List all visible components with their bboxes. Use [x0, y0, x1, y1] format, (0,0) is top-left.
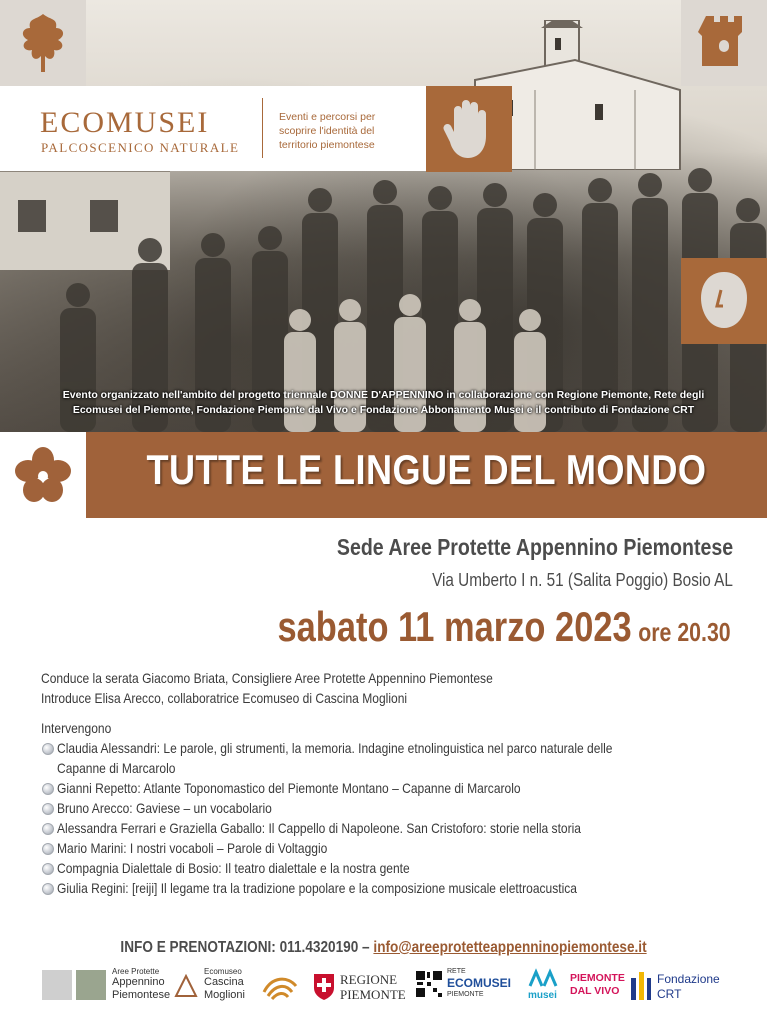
corner-tile-right	[681, 0, 767, 86]
hand-tile	[426, 86, 512, 172]
intro-line: Introduce Elisa Arecco, collaboratrice Ecomuseo di Cascina Moglioni	[41, 690, 408, 706]
logo-abbonamento-musei: musei	[526, 966, 562, 1006]
header-photo	[0, 0, 767, 432]
project-caption: Evento organizzato nell'ambito del progetto triennale DONNE D'APPENNINO in collaborazione con Regione Piemonte, Rete degli Ecomusei del Piemonte, Fondazione Piemonte dal Vivo e Fondazione Abbonamento Musei e il contributo di Fondazione CRT	[62, 389, 705, 416]
regione-shield-icon	[312, 972, 336, 1000]
speakers-label: Intervengono	[41, 720, 112, 736]
info-email-link[interactable]: info@areeprotetteappenninopiemontese.it	[373, 939, 647, 956]
qr-code-icon	[415, 970, 443, 998]
event-time: ore 20.30	[638, 617, 731, 647]
info-separator: –	[362, 939, 370, 956]
info-label: INFO E PRENOTAZIONI:	[120, 939, 276, 956]
event-date	[278, 603, 731, 651]
logo-rete-ecomusei: RETE ECOMUSEI PIEMONTE	[415, 966, 515, 1006]
speaker-item: Gianni Repetto: Atlante Toponomastico del Piemonte Montano – Capanne di Marcarolo	[41, 778, 741, 798]
logo-piemonte-dal-vivo: PIEMONTE DAL VIVO	[570, 972, 625, 997]
crt-bars-icon	[630, 972, 652, 1000]
speaker-item: Claudia Alessandri: Le parole, gli strumenti, la memoria. Indagine etnolinguistica nel parco naturale delle Capanne di Marcarolo	[41, 738, 741, 778]
cascina-emblem-icon	[174, 974, 198, 998]
logo-sub: PALCOSCENICO NATURALE	[41, 140, 240, 155]
tower-icon	[681, 0, 767, 86]
swirl-logo-icon	[258, 966, 302, 1006]
logo-tagline: Eventi e percorsi per scoprire l'identità del territorio piemontese	[279, 111, 376, 151]
logo-divider	[262, 98, 263, 158]
aree-protette-photo	[76, 970, 106, 1000]
program-text	[41, 668, 741, 898]
info-phone[interactable]: 011.4320190	[279, 939, 359, 956]
speaker-item: Giulia Regini: [reiji] Il legame tra la tradizione popolare e la composizione musicale elettroacustica	[41, 878, 741, 898]
logo-main: ECOMUSEI	[40, 106, 210, 139]
hand-icon	[426, 86, 512, 172]
oak-leaf-icon	[0, 0, 86, 86]
logo-fondazione-crt: Fondazione CRT	[630, 966, 730, 1006]
speaker-item: Mario Marini: I nostri vocaboli – Parole di Voltaggio	[41, 838, 741, 858]
event-title: TUTTE LE LINGUE DEL MONDO	[146, 446, 707, 493]
venue-name: Sede Aree Protette Appennino Piemontese	[336, 534, 733, 560]
face-icon	[681, 258, 767, 344]
face-tile	[681, 258, 767, 344]
speaker-item: Bruno Arecco: Gaviese – un vocabolario	[41, 798, 741, 818]
host-line: Conduce la serata Giacomo Briata, Consigliere Aree Protette Appennino Piemontese	[41, 670, 493, 686]
flower-icon	[14, 446, 72, 504]
sponsor-logos	[40, 966, 740, 1006]
logo-regione-piemonte: REGIONE PIEMONTE	[312, 966, 404, 1006]
speaker-item: Compagnia Dialettale di Bosio: Il teatro dialettale e la nostra gente	[41, 858, 741, 878]
corner-tile-left	[0, 0, 86, 86]
logo-cascina-moglioni: Ecomuseo Cascina Moglioni	[172, 966, 247, 1006]
info-line	[0, 939, 767, 957]
musei-logo-icon	[528, 968, 558, 988]
event-date-main: sabato 11 marzo 2023	[277, 603, 632, 650]
logo-aree-protette: Aree Protette Appennino Piemontese	[40, 966, 165, 1006]
speaker-item: Alessandra Ferrari e Graziella Gaballo: Il Cappello di Napoleone. San Cristoforo: storie nella storia	[41, 818, 741, 838]
venue-address: Via Umberto I n. 51 (Salita Poggio) Bosio AL	[432, 570, 733, 590]
aree-protette-emblem	[42, 970, 72, 1000]
